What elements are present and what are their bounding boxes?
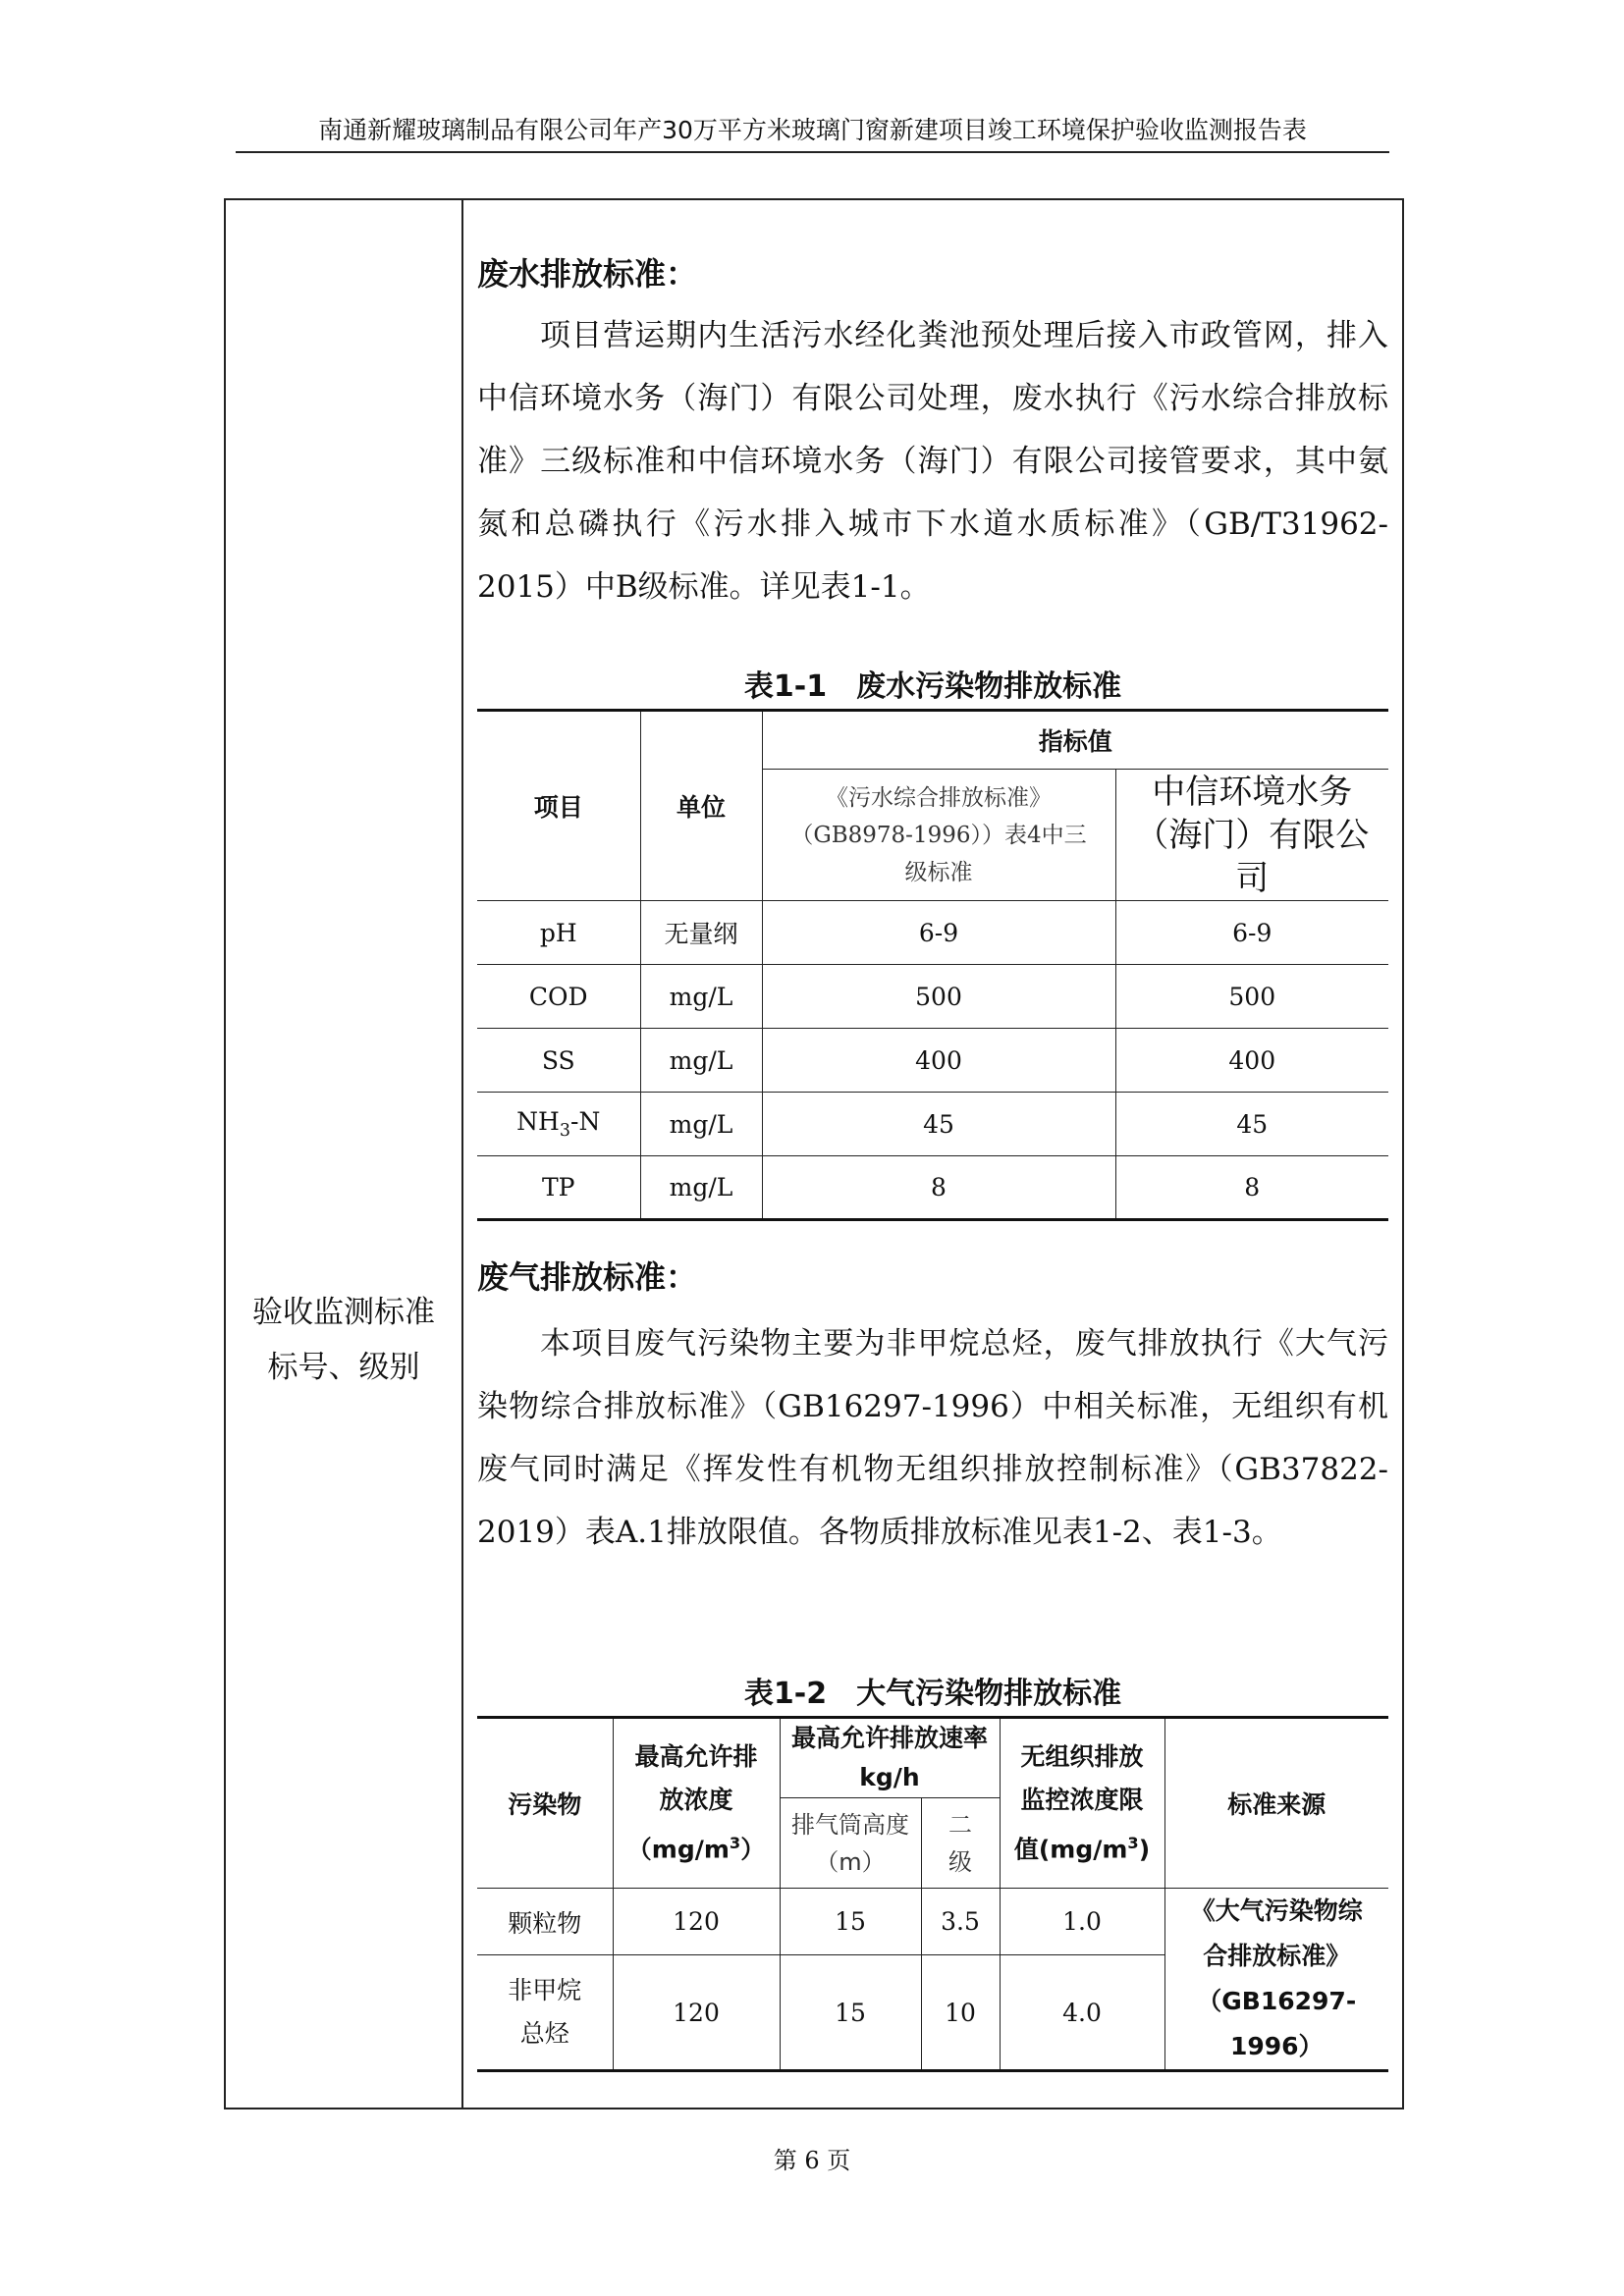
table1-cell-unit: mg/L: [640, 1029, 762, 1093]
table2-cell-pollutant: 颗粒物: [477, 1889, 613, 1955]
table2-cell-conc: 120: [613, 1955, 780, 2071]
table2-header-height: 排气筒高度（m）: [780, 1798, 921, 1889]
page-number: 第 6 页: [773, 2147, 851, 2174]
left-label-cell: [226, 200, 463, 2108]
table2-header-rate: 最高允许排放速率 kg/h: [780, 1718, 1000, 1798]
table1-cell-item: pH: [477, 901, 640, 965]
content-cell: [477, 200, 1388, 2108]
table1-cell-item: COD: [477, 965, 640, 1029]
table1-cell-v2: 400: [1115, 1029, 1388, 1093]
table1-cell-item: TP: [477, 1156, 640, 1220]
table1-cell-v1: 400: [762, 1029, 1115, 1093]
waste-gas-paragraph: 本项目废气污染物主要为非甲烷总烃，废气排放执行《大气污染物综合排放标准》（GB16297-1996）中相关标准，无组织有机废气同时满足《挥发性有机物无组织排放控制标准》（GB37822-2019）表A.1排放限值。各物质排放标准见表1-2、表1-3。: [477, 1326, 1388, 1550]
table1-header-index: 指标值: [762, 711, 1388, 770]
table2-cell-pollutant: 非甲烷总烃: [477, 1955, 613, 2071]
table1-header-std1: 《污水综合排放标准》（GB8978-1996））表4中三级标准: [762, 770, 1115, 901]
table2-header-max-conc: 最高允许排放浓度 $(mg/m^3)$: [613, 1718, 780, 1889]
table1-cell-unit: mg/L: [640, 965, 762, 1029]
air-standard-table: [477, 1716, 1388, 2072]
table-row: [477, 1029, 1388, 1093]
table2-cell-rate: 3.5: [921, 1889, 1000, 1955]
table1-caption: 表1-1 废水污染物排放标准: [743, 669, 1122, 704]
table2-cell-rate: 10: [921, 1955, 1000, 2071]
page-header: 南通新耀玻璃制品有限公司年产30万平方米玻璃门窗新建项目竣工环境保护验收监测报告表: [236, 110, 1389, 153]
table1-cell-unit: mg/L: [640, 1156, 762, 1220]
table2-header-source: 标准来源: [1164, 1718, 1388, 1889]
waste-gas-heading: 废气排放标准：: [477, 1258, 698, 1296]
table1-cell-v1: 500: [762, 965, 1115, 1029]
table2-cell-fugitive: 4.0: [1000, 1955, 1164, 2071]
table2-cell-height: 15: [780, 1889, 921, 1955]
table1-header-unit: 单位: [640, 711, 762, 901]
table1-cell-v2: 6-9: [1115, 901, 1388, 965]
wastewater-heading: 废水排放标准：: [477, 255, 698, 293]
table1-cell-v1: 45: [762, 1093, 1115, 1156]
table-row: [477, 965, 1388, 1029]
table1-cell-v2: 500: [1115, 965, 1388, 1029]
table1-cell-v1: 6-9: [762, 901, 1115, 965]
table1-cell-unit: mg/L: [640, 1093, 762, 1156]
table-row: [477, 1093, 1388, 1156]
table1-cell-v2: 8: [1115, 1156, 1388, 1220]
left-label-line2: 标号、级别: [267, 1350, 420, 1385]
table1-cell-item: SS: [477, 1029, 640, 1093]
table2-cell-conc: 120: [613, 1889, 780, 1955]
table-row: [477, 1156, 1388, 1220]
left-label: [226, 1285, 461, 1395]
table2-header-level: 二级: [921, 1798, 1000, 1889]
table1-cell-unit: 无量纲: [640, 901, 762, 965]
table2-caption: 表1-2 大气污染物排放标准: [743, 1677, 1122, 1711]
table2-header-pollutant: 污染物: [477, 1718, 613, 1889]
table1-cell-item: $NH_3-N$: [477, 1093, 640, 1156]
table-row: [477, 1889, 1388, 1955]
wastewater-paragraph: 项目营运期内生活污水经化粪池预处理后接入市政管网，排入中信环境水务（海门）有限公司处理，废水执行《污水综合排放标准》三级标准和中信环境水务（海门）有限公司接管要求，其中氨氮和总磷执行《污水排入城市下水道水质标准》（GB/T31962-2015）中B级标准。详见表1-1。: [477, 318, 1388, 605]
table2-cell-height: 15: [780, 1955, 921, 2071]
table1-header-std2: 中信环境水务（海门）有限公司: [1115, 770, 1388, 901]
table-row: [477, 901, 1388, 965]
table2-cell-fugitive: 1.0: [1000, 1889, 1164, 1955]
left-label-line1: 验收监测标准: [252, 1295, 435, 1330]
table1-cell-v1: 8: [762, 1156, 1115, 1220]
table2-cell-source: 《大气污染物综合排放标准》（GB16297-1996）: [1164, 1889, 1388, 2071]
table1-header-item: 项目: [477, 711, 640, 901]
table2-header-fugitive: 无组织排放监控浓度限值$(mg/m^3)$: [1000, 1718, 1164, 1889]
report-frame: [224, 198, 1404, 2109]
wastewater-standard-table: [477, 709, 1388, 1221]
table1-cell-v2: 45: [1115, 1093, 1388, 1156]
